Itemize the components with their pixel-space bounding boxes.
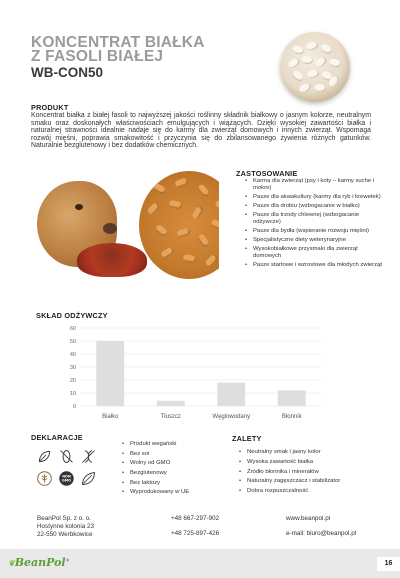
- y-tick-label: 0: [72, 404, 76, 410]
- declarations-list: [121, 441, 231, 499]
- company-city: 22-550 Werbkowice: [37, 530, 93, 538]
- list-item: • Pasze dla bydła (wspieranie rozwoju mięśni): [244, 228, 384, 235]
- website-link[interactable]: www.beanpol.pl: [286, 515, 331, 522]
- gluten-free-icon: [36, 470, 53, 487]
- bar: [217, 383, 245, 406]
- svg-text:GMO: GMO: [61, 478, 72, 483]
- food-bowl-image: [77, 243, 147, 277]
- company-street: Hostynne kolonia 23: [37, 522, 95, 530]
- y-tick-label: 20: [69, 378, 76, 384]
- beanpol-logo: ❦BeanPol®: [8, 556, 70, 569]
- list-item: • Pasze dla trzody chlewnej (wzbogacanie odżywcze): [244, 212, 384, 227]
- x-tick-label: Węglowodany: [212, 414, 251, 420]
- list-item: • Wolny od GMO: [121, 460, 231, 467]
- usage-list: [244, 178, 384, 271]
- company-name: BeanPol Sp. z o. o.: [37, 515, 91, 522]
- white-beans-bowl-image: [280, 32, 350, 102]
- no-soy-icon: [58, 448, 75, 465]
- list-item: • Pasze dla akwakultury (karmy dla ryb i krewetek): [244, 194, 384, 201]
- list-item: • Wyprodukowany w UE: [121, 489, 231, 496]
- y-tick-label: 50: [69, 339, 76, 345]
- list-item: • Bez soi: [121, 451, 231, 458]
- kibble-image: [139, 171, 219, 279]
- footer-bar: [0, 549, 400, 578]
- list-item: • Dobra rozpuszczalność: [238, 488, 378, 495]
- product-description: Koncentrat białka z białej fasoli to najwyższej jakości roślinny składnik białkowy o jasnym kolorze, neutralnym smaku oraz doskonałych właściwościach emulgujących i wiążących. Dzięki wysokiej zawartości białka i naturalnej strawności idealnie nadaje się do karmy dla zwierząt domowych i innych zwierząt. Wspomaga rozwój mięśni, poprawia smakowitość i przyczynia się do zbilansowanego żywienia różnych gatunków. Naturalnie bezglutenowy i bez dodatków chemicznych.: [31, 112, 371, 150]
- bar: [96, 341, 124, 406]
- title-line-2: Z FASOLI BIAŁEJ: [31, 48, 164, 65]
- page-number: 16: [377, 557, 400, 571]
- made-in-eu-icon: [80, 470, 97, 487]
- gmo-free-icon: [80, 448, 97, 465]
- list-item: • Bez laktozy: [121, 480, 231, 487]
- list-item: • Bezglutenowy: [121, 470, 231, 477]
- title-line-1: KONCENTRAT BIAŁKA: [31, 34, 205, 51]
- list-item: • Specjalistyczne diety weterynaryjne: [244, 237, 384, 244]
- declaration-icons: [36, 448, 116, 490]
- x-tick-label: Błonnik: [281, 414, 302, 420]
- list-item: • Pasze dla drobiu (wzbogacanie w białko): [244, 203, 384, 210]
- y-tick-label: 40: [69, 352, 76, 358]
- x-tick-label: Białko: [102, 414, 119, 420]
- logo-text: BeanPol: [14, 556, 66, 569]
- y-tick-label: 60: [69, 326, 76, 332]
- leaf-icon: ❦: [8, 558, 15, 568]
- dog-nose: [103, 223, 117, 234]
- list-item: • Naturalny zagęszczacz i stabilizator: [238, 478, 378, 485]
- bar: [157, 401, 185, 406]
- nutrition-heading: SKŁAD ODŻYWCZY: [36, 311, 108, 320]
- title-block: [31, 36, 271, 80]
- phone-2[interactable]: +48 725-897-426: [171, 530, 220, 537]
- phone-1[interactable]: +48 667-297-902: [171, 515, 220, 522]
- lactose-free-icon: [58, 470, 75, 487]
- dog-and-kibble-photo: [31, 171, 219, 279]
- declarations-heading: DEKLARACJE: [31, 433, 83, 442]
- list-item: • Pasze startowe i wzrostowe dla młodych zwierząt: [244, 262, 384, 269]
- list-item: • Źródło błonnika i minerałów: [238, 469, 378, 476]
- list-item: • Wysokobiałkowe przysmaki dla zwierząt domowych: [244, 246, 384, 261]
- dog-eye: [75, 204, 83, 210]
- product-code: WB-CON50: [31, 65, 104, 80]
- y-tick-label: 10: [69, 391, 76, 397]
- benefits-heading: ZALETY: [232, 434, 262, 443]
- y-tick-label: 30: [69, 365, 76, 371]
- product-heading: PRODUKT: [31, 103, 69, 112]
- email-link[interactable]: e-mail: biuro@beanpol.pl: [286, 530, 357, 537]
- nutrition-bar-chart: [60, 322, 330, 434]
- list-item: • Karma dla zwierząt (psy i koty – karmy suche i mokre): [244, 178, 384, 193]
- bar: [278, 390, 306, 406]
- usage-heading: ZASTOSOWANIE: [236, 169, 298, 178]
- x-tick-label: Tłuszcz: [160, 414, 181, 420]
- list-item: • Produkt wegański: [121, 441, 231, 448]
- svg-text:NON: NON: [62, 474, 71, 479]
- company-address: [37, 515, 94, 538]
- list-item: • Neutralny smak i jasny kolor: [238, 449, 378, 456]
- list-item: • Wysoka zawartość białka: [238, 459, 378, 466]
- vegan-leaf-icon: [36, 448, 53, 465]
- benefits-list: [238, 449, 378, 498]
